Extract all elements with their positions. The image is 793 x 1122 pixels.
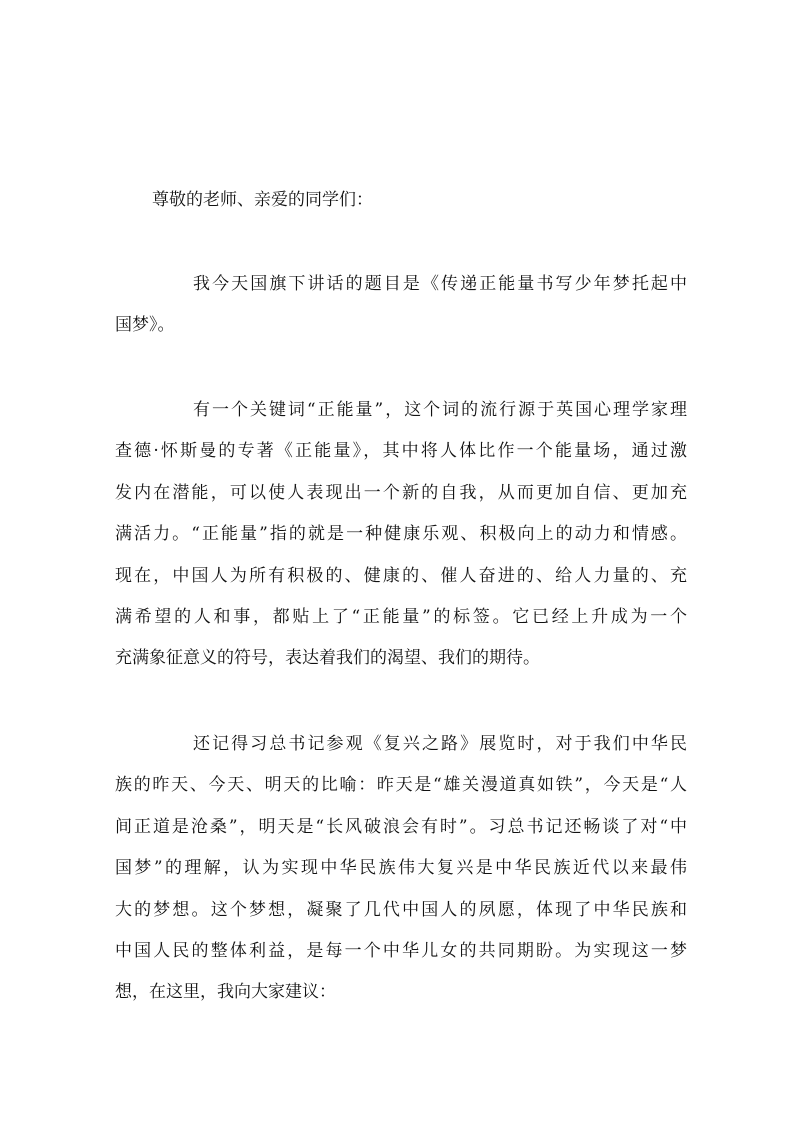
paragraph-line: 满活力。“正能量”指的就是一种健康乐观、积极向上的动力和情感。 (115, 524, 687, 545)
paragraph-line: 查德·怀斯曼的专著《正能量》，其中将人体比作一个能量场，通过激 (115, 441, 687, 462)
paragraph-line: 发内在潜能，可以使人表现出一个新的自我，从而更加自信、更加充 (115, 482, 687, 503)
paragraph-line: 间正道是沧桑”，明天是“长风破浪会有时”。习总书记还畅谈了对“中 (115, 816, 687, 837)
paragraph-line: 充满象征意义的符号，表达着我们的渴望、我们的期待。 (115, 648, 540, 669)
paragraph-line: 我今天国旗下讲话的题目是《传递正能量书写少年梦托起中 (193, 274, 687, 294)
paragraph-china-dream (115, 724, 687, 1014)
paragraph-line: 满希望的人和事，都贴上了“正能量”的标签。它已经上升成为一个 (115, 606, 687, 627)
paragraph-line: 族的昨天、今天、明天的比喻：昨天是“雄关漫道真如铁”，今天是“人 (115, 775, 687, 796)
paragraph-line: 还记得习总书记参观《复兴之路》展览时，对于我们中华民 (193, 734, 687, 754)
paragraph-line: 国梦》。 (115, 315, 175, 336)
paragraph-line: 现在，中国人为所有积极的、健康的、催人奋进的、给人力量的、充 (115, 565, 687, 586)
paragraph-positive-energy (115, 390, 687, 680)
salutation: 尊敬的老师、亲爱的同学们： (152, 190, 373, 210)
paragraph-line: 有一个关键词“正能量”，这个词的流行源于英国心理学家理 (193, 400, 687, 420)
paragraph-line: 想，在这里，我向大家建议： (115, 982, 336, 1003)
paragraph-speech-title (115, 264, 687, 347)
paragraph-line: 大的梦想。这个梦想，凝聚了几代中国人的夙愿，体现了中华民族和 (115, 899, 687, 920)
paragraph-line: 中国人民的整体利益，是每一个中华儿女的共同期盼。为实现这一梦 (115, 940, 687, 961)
paragraph-line: 国梦”的理解，认为实现中华民族伟大复兴是中华民族近代以来最伟 (115, 858, 687, 879)
